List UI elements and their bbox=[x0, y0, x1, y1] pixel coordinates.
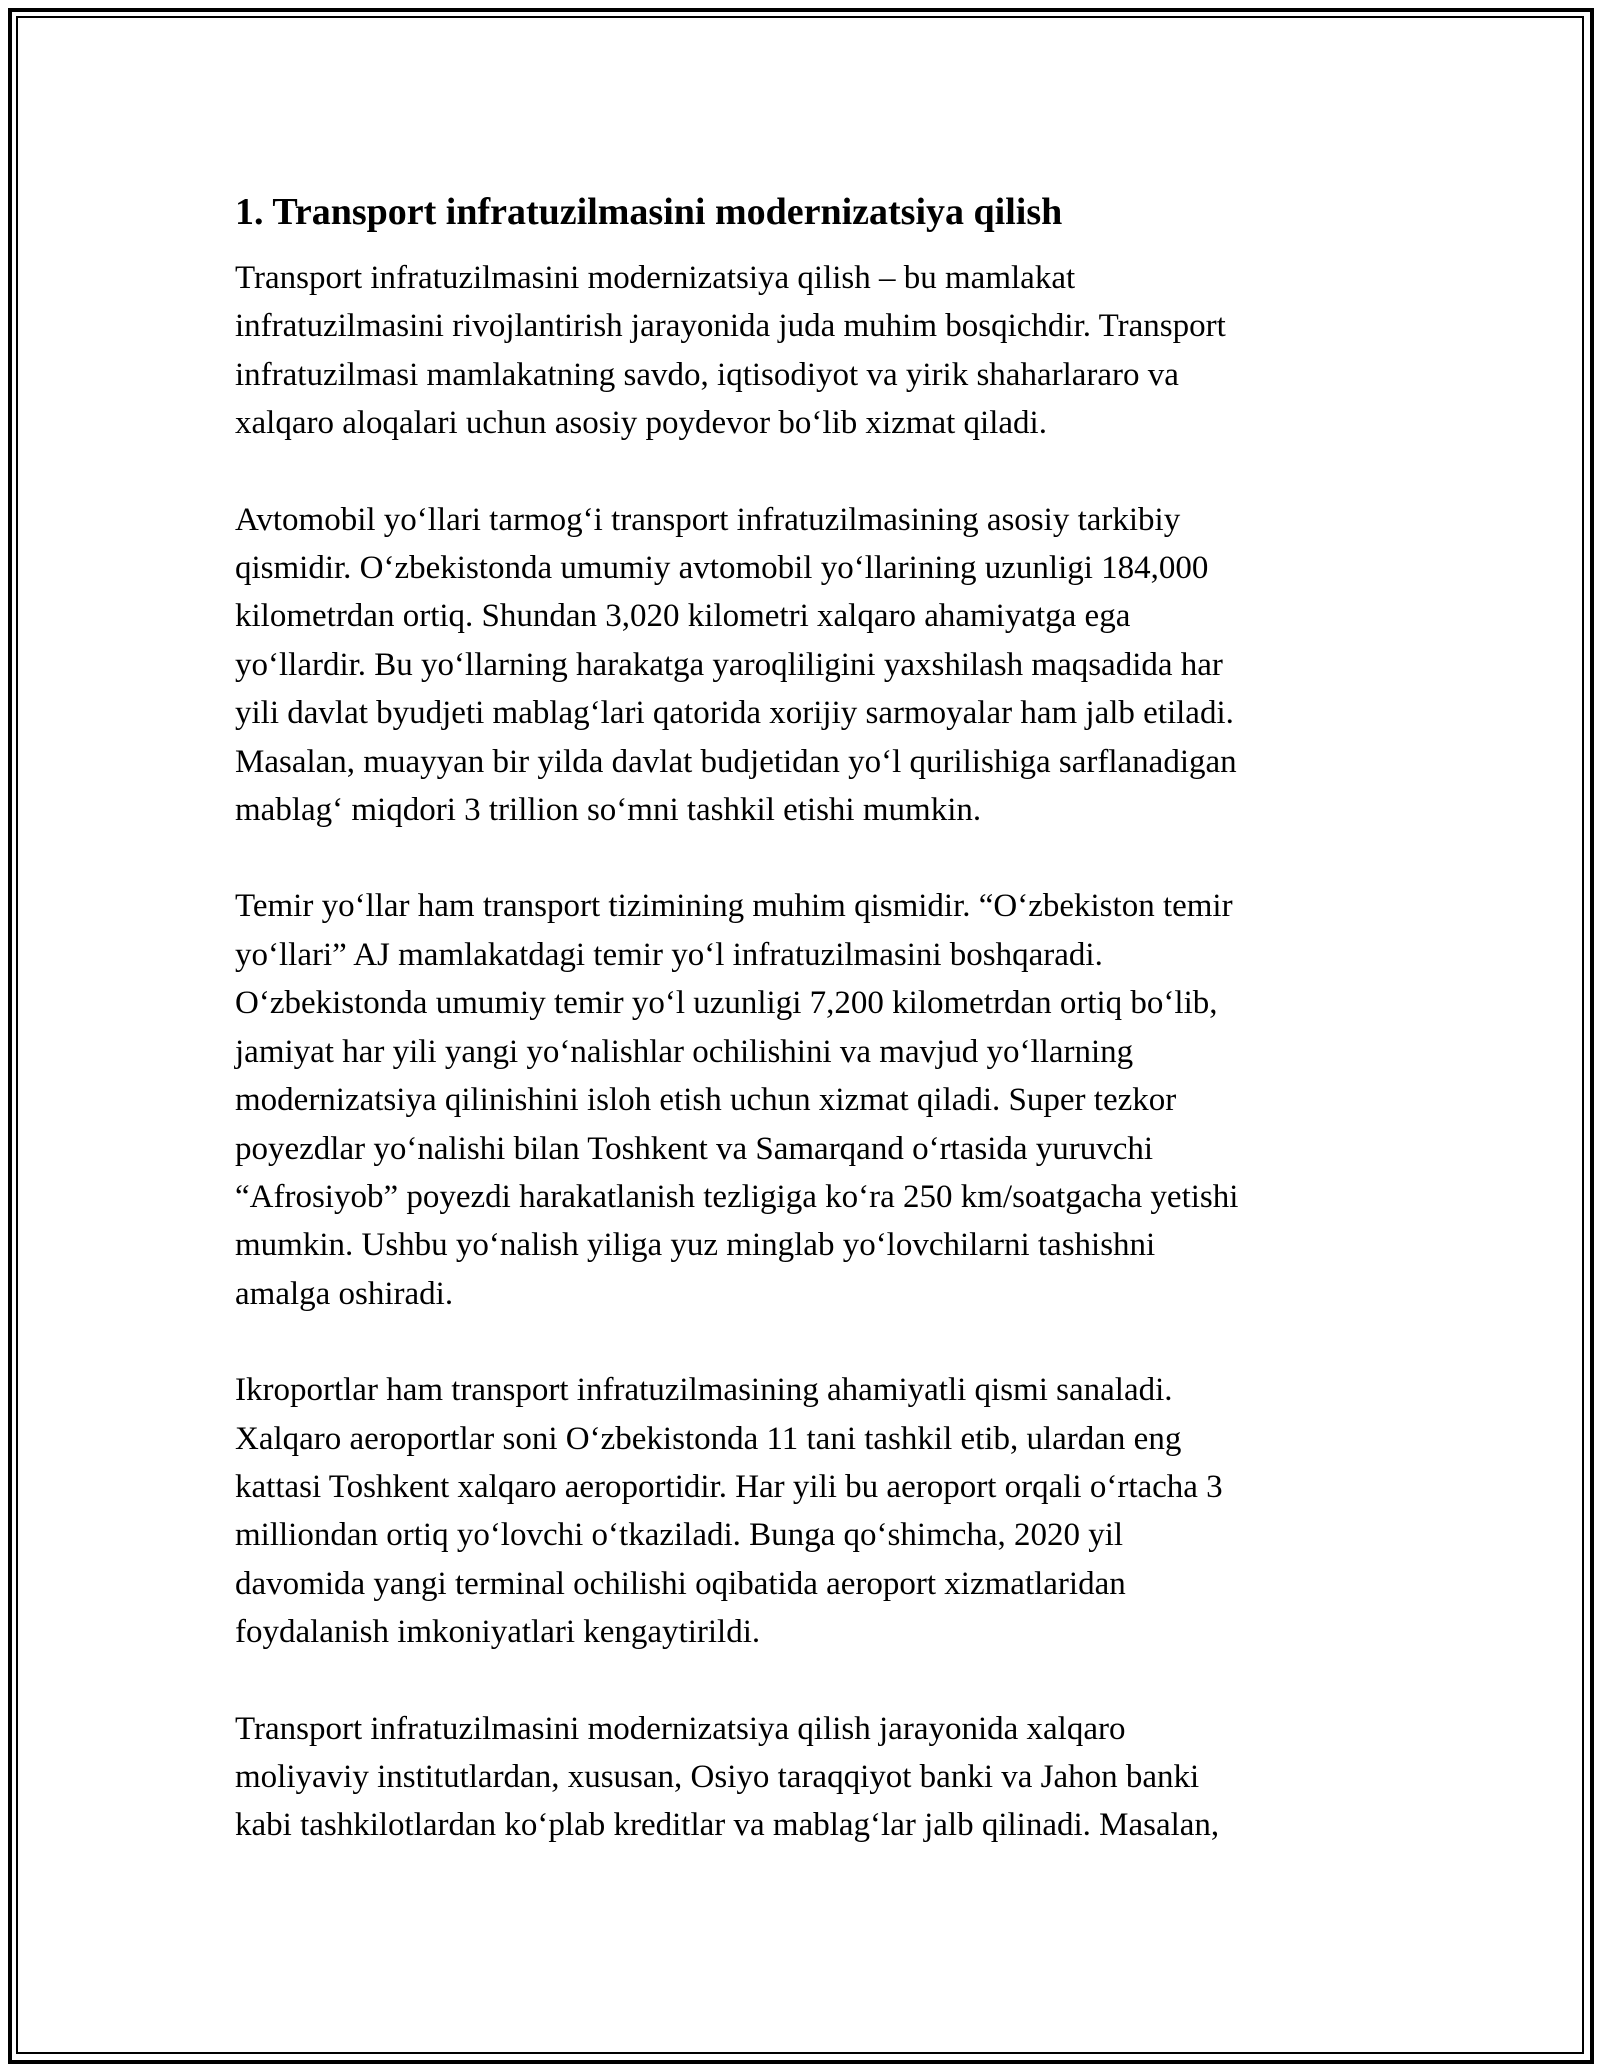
text-line: yili davlat byudjeti mablag‘lari qatorida xorijiy sarmoyalar ham jalb etiladi. bbox=[235, 695, 1234, 732]
text-line: kilometrdan ortiq. Shundan 3,020 kilometri xalqaro ahamiyatga ega bbox=[235, 598, 1131, 635]
text-line: Transport infratuzilmasini modernizatsiya qilish jarayonida xalqaro bbox=[235, 1710, 1126, 1747]
text-line: moliyaviy institutlardan, xususan, Osiyo taraqqiyot banki va Jahon banki bbox=[235, 1758, 1200, 1795]
paragraph-airports bbox=[235, 1366, 1375, 1656]
text-line: Masalan, muayyan bir yilda davlat budjetidan yo‘l qurilishiga sarflanadigan bbox=[235, 743, 1237, 780]
text-line: poyezdlar yo‘nalishi bilan Toshkent va Samarqand o‘rtasida yuruvchi bbox=[235, 1130, 1154, 1167]
text-line: xalqaro aloqalari uchun asosiy poydevor bo‘lib xizmat qiladi. bbox=[235, 405, 1047, 442]
text-line: Transport infratuzilmasini modernizatsiya qilish – bu mamlakat bbox=[235, 260, 1076, 296]
text-line: yo‘llari” AJ mamlakatdagi temir yo‘l infratuzilmasini boshqaradi. bbox=[235, 936, 1103, 973]
paragraph-roads bbox=[235, 496, 1375, 835]
text-line: kabi tashkilotlardan ko‘plab kreditlar va mablag‘lar jalb qilinadi. Masalan, bbox=[235, 1807, 1220, 1844]
text-line: Temir yo‘llar ham transport tizimining muhim qismidir. “O‘zbekiston temir bbox=[235, 888, 1233, 925]
text-line: “Afrosiyob” poyezdi harakatlanish tezligiga ko‘ra 250 km/soatgacha yetishi bbox=[235, 1178, 1239, 1215]
section-heading: 1. Transport infratuzilmasini modernizatsiya qilish bbox=[235, 191, 1063, 233]
text-line: infratuzilmasini rivojlantirish jarayonida juda muhim bosqichdir. Transport bbox=[235, 308, 1226, 345]
paragraph-intro bbox=[235, 254, 1375, 448]
text-line: qismidir. O‘zbekistonda umumiy avtomobil yo‘llarining uzunligi 184,000 bbox=[235, 550, 1209, 587]
text-line: infratuzilmasi mamlakatning savdo, iqtisodiyot va yirik shaharlararo va bbox=[235, 356, 1179, 393]
document-body bbox=[235, 186, 1375, 1898]
text-line: amalga oshiradi. bbox=[235, 1275, 454, 1312]
text-line: modernizatsiya qilinishini isloh etish uchun xizmat qiladi. Super tezkor bbox=[235, 1082, 1177, 1119]
text-line: davomida yangi terminal ochilishi oqibatida aeroport xizmatlaridan bbox=[235, 1565, 1126, 1602]
text-line: Xalqaro aeroportlar soni O‘zbekistonda 11 tani tashkil etib, ulardan eng bbox=[235, 1420, 1182, 1457]
text-line: O‘zbekistonda umumiy temir yo‘l uzunligi 7,200 kilometrdan ortiq bo‘lib, bbox=[235, 985, 1218, 1022]
text-line: Ikroportlar ham transport infratuzilmasining ahamiyatli qismi sanaladi. bbox=[235, 1372, 1173, 1409]
text-line: Avtomobil yo‘llari tarmog‘i transport infratuzilmasining asosiy tarkibiy bbox=[235, 501, 1181, 538]
text-line: jamiyat har yili yangi yo‘nalishlar ochilishini va mavjud yo‘llarning bbox=[235, 1033, 1134, 1070]
text-line: kattasi Toshkent xalqaro aeroportidir. Har yili bu aeroport orqali o‘rtacha 3 bbox=[235, 1468, 1223, 1505]
text-line: mablag‘ miqdori 3 trillion so‘mni tashkil etishi mumkin. bbox=[235, 792, 982, 829]
paragraph-financing bbox=[235, 1705, 1375, 1850]
text-line: yo‘llardir. Bu yo‘llarning harakatga yaroqliligini yaxshilash maqsadida har bbox=[235, 646, 1223, 683]
text-line: mumkin. Ushbu yo‘nalish yiliga yuz minglab yo‘lovchilarni tashishni bbox=[235, 1227, 1156, 1264]
text-line: foydalanish imkoniyatlari kengaytirildi. bbox=[235, 1614, 761, 1651]
text-line: milliondan ortiq yo‘lovchi o‘tkaziladi. Bunga qo‘shimcha, 2020 yil bbox=[235, 1517, 1124, 1554]
paragraph-railways bbox=[235, 882, 1375, 1318]
